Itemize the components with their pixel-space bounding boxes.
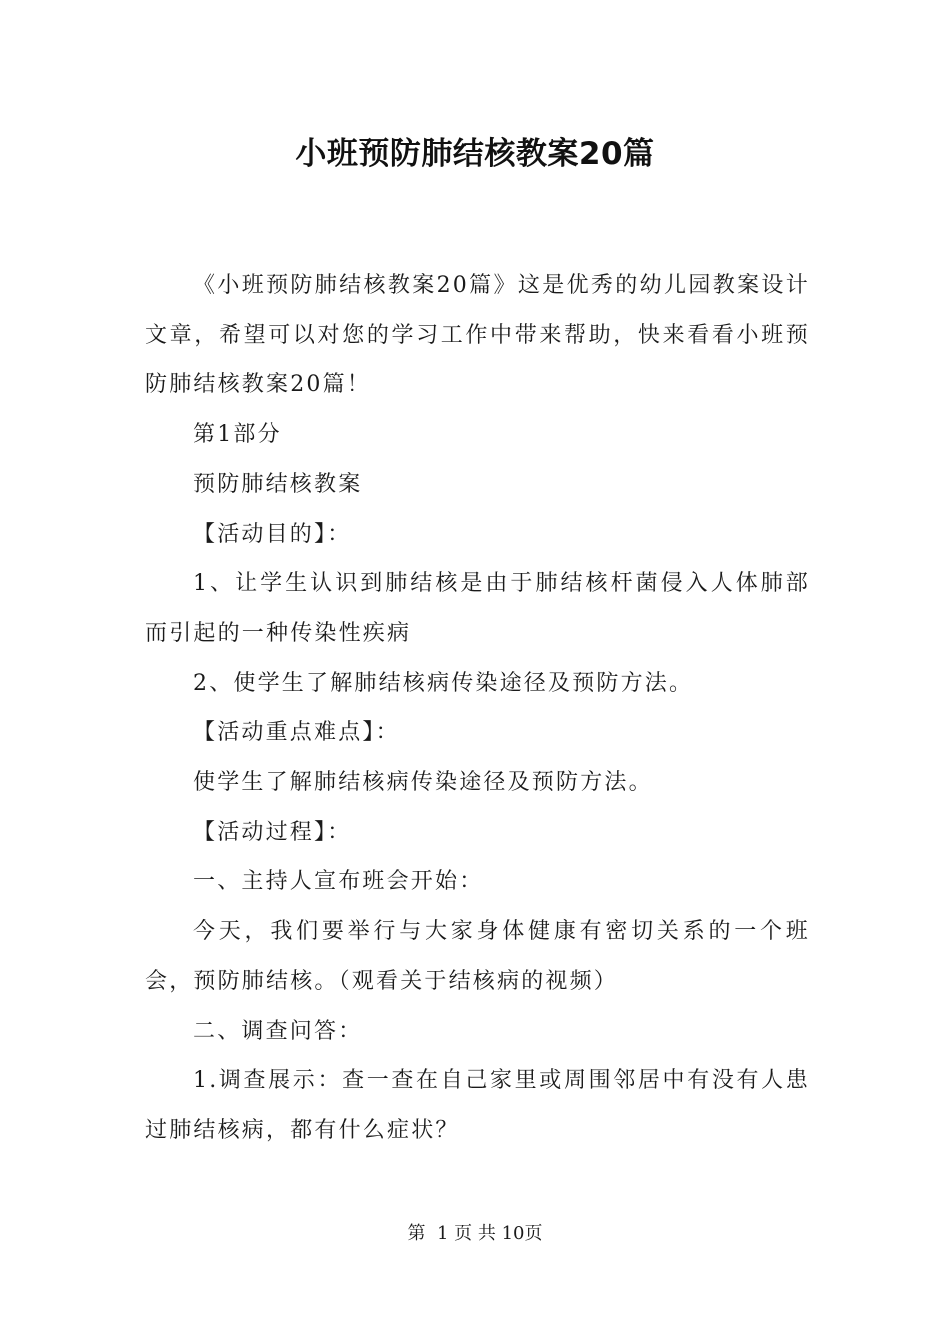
key-difficulty-text: 使学生了解肺结核病传染途径及预防方法。 xyxy=(193,770,653,796)
activity-goal-heading: 【活动目的】： xyxy=(193,521,352,547)
key-difficulty-heading: 【活动重点难点】： xyxy=(193,720,400,746)
intro-paragraph: 《小班预防肺结核教案20篇》这是优秀的幼儿园教案设计文章，希望可以对您的学习工作中带来帮助，快来看看小班预防肺结核教案20篇！ xyxy=(145,273,810,398)
section-heading: 第1部分 xyxy=(193,422,282,448)
document-body xyxy=(145,261,810,1156)
document-title: 小班预防肺结核教案20篇 xyxy=(295,136,655,172)
process-step-1-text: 今天，我们要举行与大家身体健康有密切关系的一个班会，预防肺结核。（观看关于结核病的视频） xyxy=(145,919,810,994)
activity-process-heading: 【活动过程】： xyxy=(193,819,352,845)
process-step-1: 一、主持人宣布班会开始： xyxy=(193,869,484,895)
process-step-2-text: 1.调查展示：查一查在自己家里或周围邻居中有没有人患过肺结核病，都有什么症状？ xyxy=(145,1068,810,1143)
goal-item-2: 2、使学生了解肺结核病传染途径及预防方法。 xyxy=(193,670,694,696)
page-footer: 第 1 页 共 10页 xyxy=(407,1223,543,1244)
lesson-title: 预防肺结核教案 xyxy=(193,471,363,497)
goal-item-1: 1、让学生认识到肺结核是由于肺结核杆菌侵入人体肺部而引起的一种传染性疾病 xyxy=(145,571,810,646)
process-step-2: 二、调查问答： xyxy=(193,1018,363,1044)
